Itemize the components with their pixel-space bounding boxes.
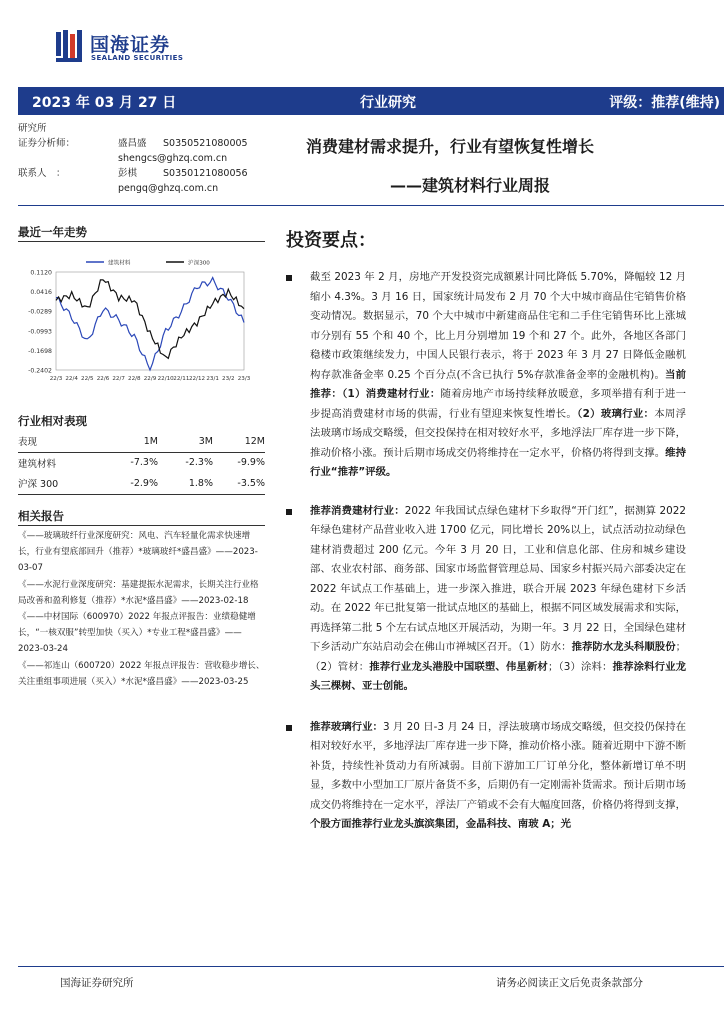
x-tick-label: 22/5 [81,376,94,382]
trend-rule [18,241,265,242]
perf-cell: -9.9% [237,457,265,469]
kp2-sub2-pre: ；（2）管材： [310,641,687,673]
reports-rule [18,525,265,526]
perf-cell: 沪深 300 [18,473,98,494]
kp2-text: 2022 年我国试点绿色建材下乡取得“开门红”，据测算 2022 年绿色建材产品营业收入进 1700 亿元，同比增长 20%以上，试点活动拉动绿色建材消费超过 200 亿元。今年 3 月 20 日，工业和信息化部、住房和城乡建设部、农业农村部、商务部、国家市场监督管理总局、国家乡村振兴局六部委决定在 2022 年试点工作基础上，进一步深入推进，联合开展 2023 年绿色建材下乡活动。在 2022 年已批复第一批试点地区的基础上，根据不同区域发展需求和实际，再选择第二批 5 个左右试点地区开展活动，为期一年。3 月 22 日，全国绿色建材下乡活动广东站启动会在佛山市禅城区召开。 [310,504,686,653]
plot-frame [56,272,244,370]
reports-title: 相关报告 [18,509,64,523]
kp1-rec-text: 随着房地产市场持续释放暖意，多项举措有利于进一步提高消费建材市场的供需，行业有望迎来恢复性增长。 [310,388,687,420]
x-tick-label: 22/8 [128,376,141,382]
sealand-logo-icon [54,28,84,64]
report-subtitle: ——建筑材料行业周报 [390,176,551,195]
perf-cell: 1.8% [158,473,213,494]
contact-email[interactable]: pengq@ghzq.com.cn [118,183,219,194]
kp3-label: 推荐玻璃行业： [310,720,383,733]
contact-label: 联系人 ： [18,168,66,179]
header-banner [18,87,724,115]
y-tick-label: -0.1698 [28,347,52,355]
trend-chart [18,252,254,386]
legend-label: 沪深300 [188,260,210,267]
key-points [286,268,686,835]
perf-header-cell: 12M [213,431,265,452]
y-tick-label: 0.1120 [30,269,52,277]
report-item[interactable] [18,609,265,658]
performance-row [18,473,265,494]
report-item-date: ——2023-03-25 [181,676,249,687]
kp1-glass-label: （2）玻璃行业： [577,407,655,420]
bullet-square-icon [286,275,292,281]
company-logo [54,28,204,68]
performance-table [18,431,265,495]
key-points-title: 投资要点： [286,230,376,251]
x-tick-label: 22/4 [65,376,78,382]
analyst-cert: S0350521080005 [163,138,248,149]
perf-header-cell: 3M [158,431,213,452]
analyst-label: 证券分析师： [18,138,76,149]
report-rating: 评级：推荐(维持) [609,95,720,111]
report-item-date: ——2023-03-07 [18,547,258,574]
key-point-2 [286,502,686,697]
report-category: 行业研究 [360,95,416,111]
perf-cell: -2.3% [185,457,213,469]
kp1-end: 维持行业“推荐”评级。 [310,446,687,478]
report-item-date: ——2023-03-24 [18,628,242,655]
x-tick-label: 22/6 [96,376,110,382]
kp2-sub1: 推荐防水龙头科顺股份 [571,641,676,653]
kp2-sub3: 推荐涂料行业龙头三棵树、亚士创能。 [310,660,686,692]
y-tick-label: -0.2402 [28,367,52,375]
report-item[interactable] [18,658,265,690]
kp2-sub3-pre: ；（3）涂料： [547,660,613,673]
report-item-date: ——2023-02-18 [181,595,249,606]
y-tick-label: -0.0289 [28,308,52,316]
perf-cell: -2.9% [98,473,158,494]
x-tick-label: 22/11 [173,376,190,382]
x-tick-label: 23/2 [222,376,235,382]
footer-disclaimer: 请务必阅读正文后免责条款部分 [496,977,643,989]
logo-text-en: SEALAND SECURITIES [91,54,184,62]
x-tick-label: 23/3 [237,376,251,382]
kp2-sub1-pre: （1）防水： [518,641,572,653]
series-line-building-materials [56,278,244,370]
x-tick-label: 22/10 [157,376,174,382]
report-item[interactable] [18,577,265,609]
footer-institute: 国海证券研究所 [60,977,134,989]
legend-label: 建筑材料 [108,260,131,267]
analyst-name: 盛昌盛 [118,138,147,149]
report-item-text: 《——中材国际（600970）2022 年报点评报告：业绩稳健增长，“一核双服”转型加快（买入）*专业工程*盛昌盛》 [18,612,256,639]
bullet-square-icon [286,509,292,515]
performance-header-row [18,431,265,452]
analyst-email[interactable]: shengcs@ghzq.com.cn [118,153,228,164]
kp2-sub2: 推荐行业龙头港股中国联塑、伟星新材 [369,660,548,673]
x-tick-label: 22/9 [143,376,157,382]
series-line-csi300 [56,280,244,359]
x-tick-label: 22/3 [49,376,63,382]
x-tick-label: 22/7 [112,376,125,382]
perf-cell: -7.3% [130,457,158,469]
related-reports-list [18,528,265,690]
kp3-text: 3 月 20 日-3 月 24 日，浮法玻璃市场成交略缓，但交投仍保持在相对较好水平，多地浮法厂库存进一步下降，推动价格小涨。随着近期中下游不断补货，持续性补货动力有所减弱。目前下游加工厂订单分化，整体新增订单不明显，多数中小型加工厂原片备货不多，后期仍有一定刚需补货需求。预计后期市场成交仍将维持在一定水平，浮法厂产销或不会有大幅度回落，价格仍将得到支撑， [310,720,687,811]
perf-header-cell: 1M [98,431,158,452]
y-tick-label: -0.0993 [28,328,52,336]
institute-label: 研究所 [18,123,47,134]
kp1-glass-text: 本周浮法玻璃市场成交略缓，但交投保持在相对较好水平，多地浮法厂库存进一步下降，推动价格小涨。预计后期市场成交仍将维持在一定水平，价格仍将得到支撑。 [310,407,687,459]
perf-cell: -3.5% [213,473,265,494]
trend-title: 最近一年走势 [18,225,87,239]
report-item[interactable] [18,528,265,577]
kp3-end: 个股方面推荐行业龙头旗滨集团，金晶科技、南玻 A；光 [310,818,572,830]
report-date: 2023 年 03 月 27 日 [32,95,177,111]
logo-text-cn: 国海证券 [90,34,171,56]
report-item-text: 《——祁连山（600720）2022 年报点评报告：营收稳步增长、关注重组事项进展（买入）*水泥*盛昌盛》 [18,660,265,687]
contact-name: 彭棋 [118,168,138,179]
contact-cert: S0350121080056 [163,168,248,179]
y-tick-label: 0.0416 [30,289,52,297]
footer-divider [18,966,724,967]
report-title: 消费建材需求提升，行业有望恢复性增长 [306,137,595,156]
perf-header-cell: 表现 [18,431,98,452]
performance-row [18,452,265,473]
kp1-text: 截至 2023 年 2 月，房地产开发投资完成额累计同比降低 5.70%，降幅较 12 月缩小 4.3%。3 月 16 日，国家统计局发布 2 月 70 个大中城市商品住宅销售价格变动情况。数据显示，70 个大中城市中新建商品住宅和二手住宅销售环比上涨城市分别有 55 个和 40 个，比上月分别增加 19 个和 27 个。此外，各地区各部门稳楼市政策继续发力，中国人民银行表示，将于 2023 年 3 月 27 日降低金融机构存款准备金率 0.25 个百分点(不含已执行 5%存款准备金率的金融机构)。 [310,271,686,381]
key-point-1 [286,268,686,483]
x-tick-label: 22/12 [188,376,206,382]
report-item-text: 《——玻璃玻纤行业深度研究：风电、汽车轻量化需求快速增长，行业有望底部回升（推荐）*玻璃玻纤*盛昌盛》 [18,531,251,558]
kp1-rec-label: 当前推荐：（1）消费建材行业： [310,368,687,400]
performance-title: 行业相对表现 [18,414,87,428]
bullet-square-icon [286,725,292,731]
kp2-label: 推荐消费建材行业： [310,504,405,517]
x-tick-label: 23/1 [206,376,219,382]
key-point-3 [286,718,686,835]
perf-cell: 建筑材料 [18,458,57,470]
report-item-text: 《——水泥行业深度研究：基建提振水泥需求，长期关注行业格局改善和盈利修复（推荐）*水泥*盛昌盛》 [18,579,259,606]
header-divider [18,205,724,206]
